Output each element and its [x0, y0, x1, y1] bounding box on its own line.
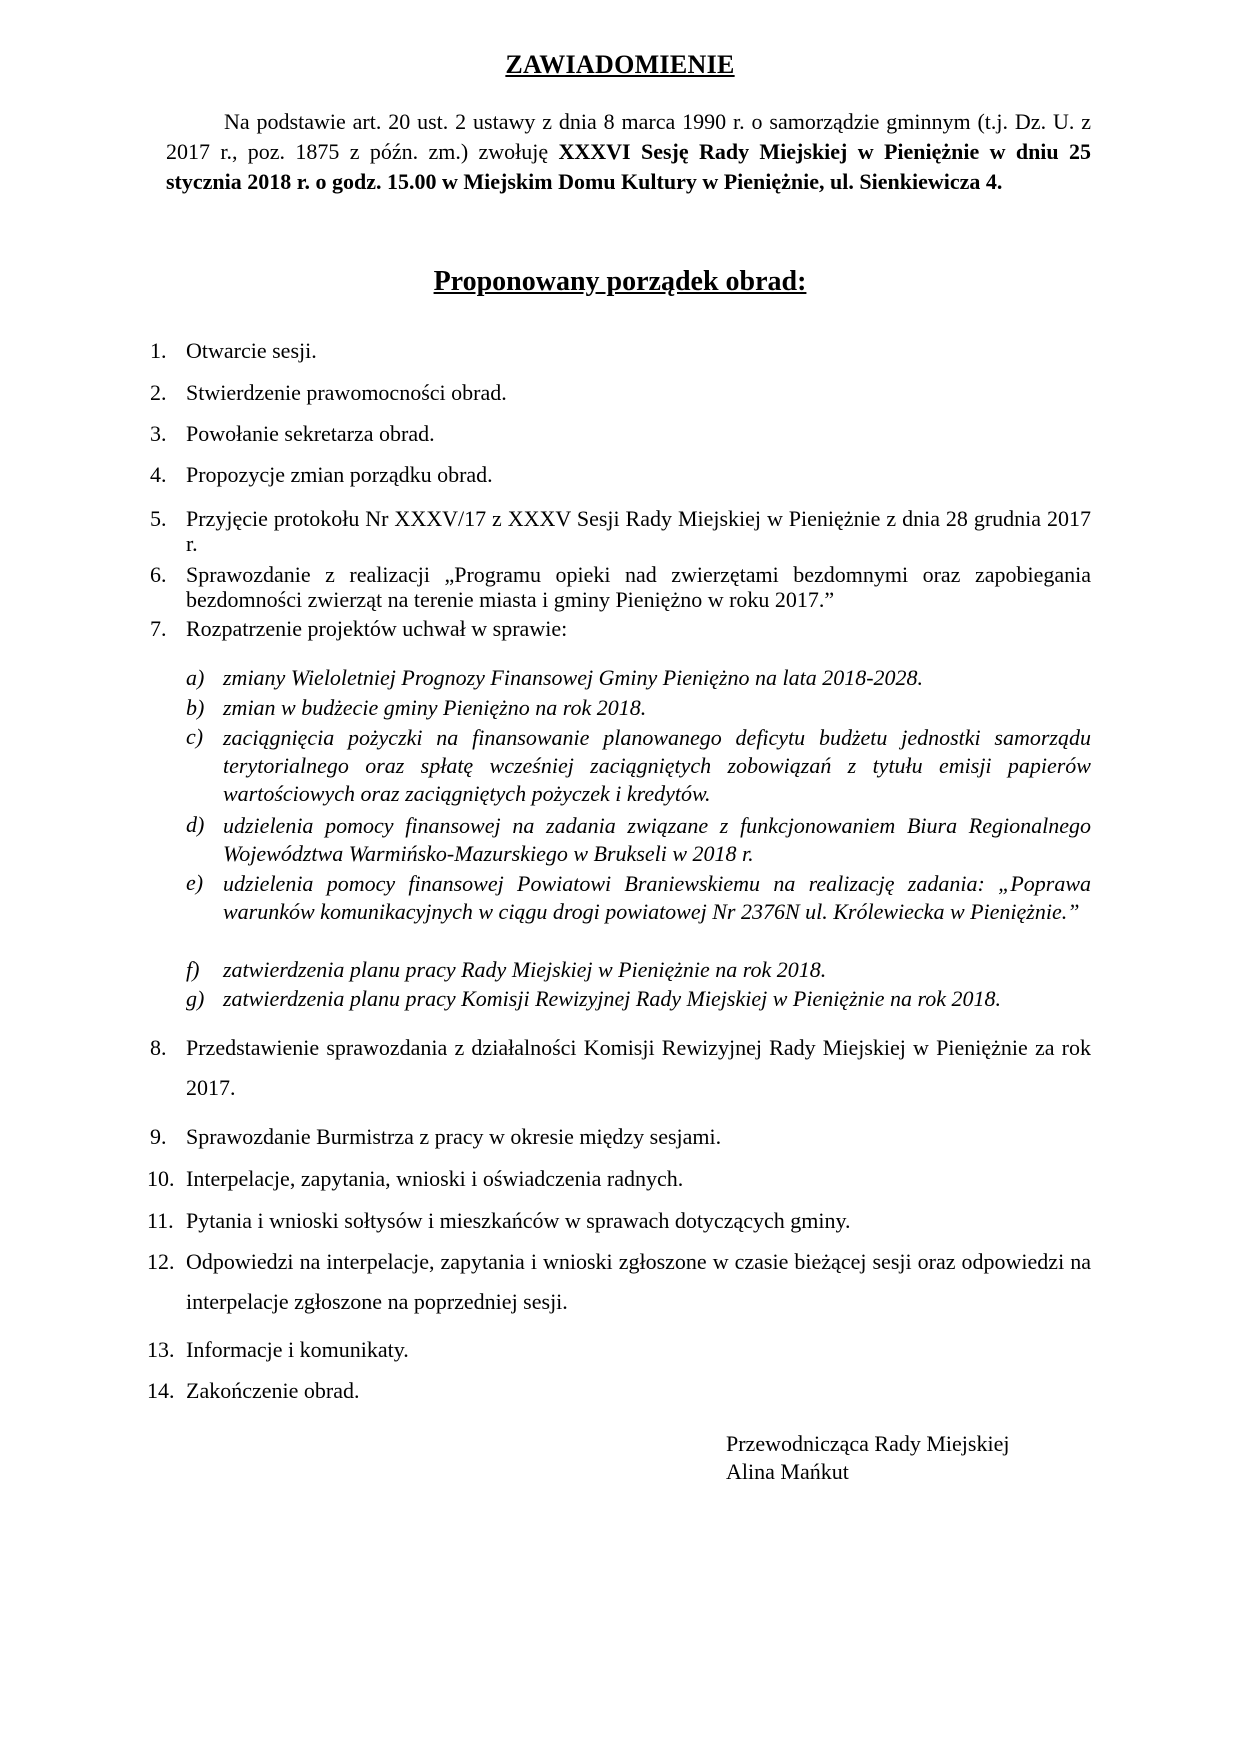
agenda-item-number: 11. — [147, 1208, 174, 1233]
agenda-subitem-letter: b) — [186, 695, 205, 720]
agenda-item-text: Stwierdzenie prawomocności obrad. — [186, 380, 507, 405]
agenda-subitem-letter: c) — [186, 724, 204, 749]
signature-block — [726, 1430, 1126, 1486]
agenda-item-number: 14. — [147, 1378, 175, 1403]
agenda-item-number: 13. — [147, 1337, 175, 1362]
intro-text: Na podstawie art. 20 ust. 2 ustawy z dnia 8 marca 1990 r. o samorządzie gminnym (t.j. Dz. U. z 2017 r., poz. 1875 z późn. zm.) zwołuję — [166, 109, 1091, 164]
agenda-item-text: Otwarcie sesji. — [186, 338, 317, 363]
agenda-item-text: Sprawozdanie z realizacji „Programu opieki nad zwierzętami bezdomnymi oraz zapobiegania bezdomności zwierząt na terenie miasta i gminy Pieniężno w roku 2017.” — [186, 562, 1091, 612]
agenda-item-text: Przyjęcie protokołu Nr XXXV/17 z XXXV Sesji Rady Miejskiej w Pieniężnie z dnia 28 grudnia 2017 r. — [186, 506, 1091, 556]
agenda-item-text: Powołanie sekretarza obrad. — [186, 421, 435, 446]
agenda-item-text: Zakończenie obrad. — [186, 1378, 360, 1403]
agenda-item-number: 10. — [147, 1166, 175, 1191]
agenda-item-number: 2. — [150, 380, 167, 405]
agenda-item-text: Informacje i komunikaty. — [186, 1337, 409, 1362]
agenda-subitem-text: zmiany Wieloletniej Prognozy Finansowej Gminy Pieniężno na lata 2018-2028. — [223, 665, 924, 690]
agenda-item-number: 3. — [150, 421, 167, 446]
agenda-item-text: Pytania i wnioski sołtysów i mieszkańców w sprawach dotyczących gminy. — [186, 1208, 851, 1233]
agenda-item-number: 9. — [150, 1124, 167, 1149]
agenda-subitem-letter: e) — [186, 870, 204, 895]
agenda-subitem-letter: g) — [186, 986, 205, 1011]
agenda-item-text: Przedstawienie sprawozdania z działalności Komisji Rewizyjnej Rady Miejskiej w Pieniężnie za rok 2017. — [186, 1035, 1091, 1100]
signature-name: Alina Mańkut — [726, 1459, 849, 1484]
signature-role: Przewodnicząca Rady Miejskiej — [726, 1431, 1010, 1456]
agenda-subitem-text: zatwierdzenia planu pracy Rady Miejskiej w Pieniężnie na rok 2018. — [223, 957, 827, 982]
agenda-item-text: Sprawozdanie Burmistrza z pracy w okresie między sesjami. — [186, 1124, 722, 1149]
agenda-subitem-text: zmian w budżecie gminy Pieniężno na rok 2018. — [223, 695, 647, 720]
intro-bold-text: XXXVI Sesję Rady Miejskiej w Pieniężnie w dniu 25 stycznia 2018 r. o godz. 15.00 w Miejskim Domu Kultury w Pieniężnie, ul. Sienkiewicza 4. — [166, 139, 1091, 194]
agenda-subitem-letter: f) — [186, 957, 200, 982]
agenda-item-number: 12. — [147, 1249, 175, 1274]
agenda-subitem-letter: d) — [186, 812, 205, 837]
agenda-subitem-letter: a) — [186, 665, 205, 690]
agenda-item-text: Rozpatrzenie projektów uchwał w sprawie: — [186, 616, 568, 641]
agenda-subitem-text: zatwierdzenia planu pracy Komisji Rewizyjnej Rady Miejskiej w Pieniężnie na rok 2018. — [223, 986, 1002, 1011]
agenda-item-number: 7. — [150, 616, 167, 641]
intro-paragraph — [166, 107, 1091, 197]
agenda-item-text: Propozycje zmian porządku obrad. — [186, 462, 493, 487]
agenda-item-number: 4. — [150, 462, 167, 487]
agenda-subitem-text: udzielenia pomocy finansowej Powiatowi Braniewskiemu na realizację zadania: „Poprawa warunków komunikacyjnych w ciągu drogi powiatowej Nr 2376N ul. Królewiecka w Pieniężnie.” — [223, 871, 1091, 924]
agenda-item-number: 1. — [150, 338, 167, 363]
agenda-item-number: 5. — [150, 506, 167, 531]
agenda-item-text: Interpelacje, zapytania, wnioski i oświadczenia radnych. — [186, 1166, 684, 1191]
document-title: ZAWIADOMIENIE — [505, 50, 735, 79]
agenda-subitem-text: udzielenia pomocy finansowej na zadania związane z funkcjonowaniem Biura Regionalnego Województwa Warmińsko-Mazurskiego w Brukseli w 2018 r. — [223, 813, 1091, 866]
agenda-item-number: 6. — [150, 562, 167, 587]
agenda-title: Proponowany porządek obrad: — [433, 266, 807, 297]
agenda-item-number: 8. — [150, 1035, 167, 1060]
agenda-item-text: Odpowiedzi na interpelacje, zapytania i wnioski zgłoszone w czasie bieżącej sesji oraz odpowiedzi na interpelacje zgłoszone na poprzedniej sesji. — [186, 1249, 1091, 1314]
agenda-subitem-text: zaciągnięcia pożyczki na finansowanie planowanego deficytu budżetu jednostki samorządu terytorialnego oraz spłatę wcześniej zaciągniętych zobowiązań z tytułu emisji papierów wartościowych oraz zaciągniętych pożyczek i kredytów. — [223, 725, 1091, 806]
